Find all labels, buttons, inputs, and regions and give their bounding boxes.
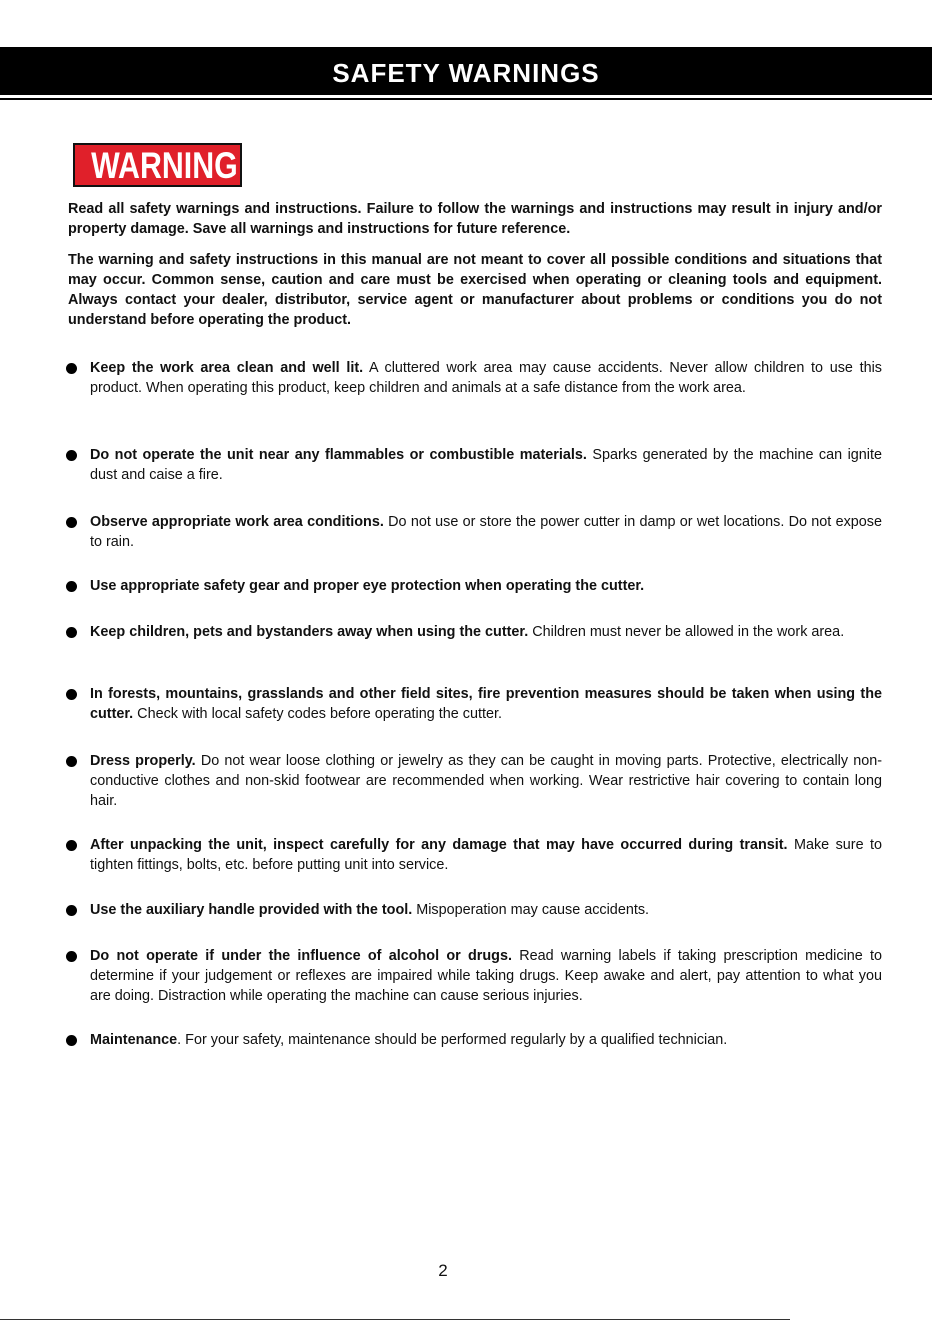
bullet-icon	[66, 450, 77, 461]
item-heading: In forests, mountains, grasslands and other field sites, fire prevention measures should be taken when using the cutter.	[90, 686, 882, 722]
item-heading: Observe appropriate work area conditions.	[90, 514, 384, 530]
item-heading: Keep children, pets and bystanders away when using the cutter.	[90, 624, 529, 640]
item-heading: Do not operate the unit near any flammables or combustible materials.	[90, 447, 587, 463]
item-text: Children must never be allowed in the work area.	[528, 624, 845, 640]
page-title: SAFETY WARNINGS	[332, 58, 600, 88]
item-text: Sparks generated by the machine can ignite dust and caise a fire.	[90, 447, 882, 483]
bullet-icon	[66, 627, 77, 638]
list-item	[90, 684, 882, 724]
list-item	[90, 512, 882, 552]
bullet-icon	[66, 756, 77, 767]
item-text: . For your safety, maintenance should be performed regularly by a qualified technician.	[177, 1032, 728, 1048]
list-item	[90, 445, 882, 485]
item-heading: Dress properly.	[90, 753, 196, 769]
bullet-icon	[66, 951, 77, 962]
item-text: Do not wear loose clothing or jewelry as they can be caught in moving parts. Protective, electrically non-conductive clothes and non-skid footwear are recommended when working. Wear restrictive hair covering to contain long hair.	[90, 753, 882, 809]
list-item	[90, 946, 882, 1006]
bullet-icon	[66, 840, 77, 851]
intro-paragraph: The warning and safety instructions in this manual are not meant to cover all possible conditions and situations that may occur. Common sense, caution and care must be exercised when operating or cleaning tools and equipment. Always contact your dealer, distributor, service agent or manufacturer about problems or conditions you do not understand before operating the product.	[68, 252, 882, 328]
warning-label: WARNING	[91, 145, 238, 186]
item-heading: Do not operate if under the influence of alcohol or drugs.	[90, 948, 512, 964]
list-item	[90, 1030, 882, 1050]
bullet-icon	[66, 581, 77, 592]
item-heading: Use appropriate safety gear and proper eye protection when operating the cutter.	[90, 578, 645, 594]
item-heading: Maintenance	[90, 1032, 178, 1048]
item-text: A cluttered work area may cause accidents. Never allow children to use this product. When operating this product, keep children and animals at a safe distance from the work area.	[90, 360, 882, 396]
item-heading: Use the auxiliary handle provided with the tool.	[90, 902, 413, 918]
item-text: Check with local safety codes before operating the cutter.	[133, 706, 502, 722]
intro-paragraph: Read all safety warnings and instructions. Failure to follow the warnings and instructions may result in injury and/or property damage. Save all warnings and instructions for future reference.	[68, 201, 882, 237]
list-item	[90, 900, 882, 920]
bullet-icon	[66, 905, 77, 916]
bullet-icon	[66, 517, 77, 528]
bullet-icon	[66, 689, 77, 700]
list-item	[90, 622, 882, 642]
item-text: Do not use or store the power cutter in damp or wet locations. Do not expose to rain.	[90, 514, 882, 550]
item-text: Make sure to tighten fittings, bolts, etc. before putting unit into service.	[90, 837, 882, 873]
page-number: 2	[438, 1261, 448, 1280]
bullet-icon	[66, 363, 77, 374]
list-item	[90, 751, 882, 811]
header-divider	[0, 98, 932, 100]
list-item	[90, 835, 882, 875]
item-text: Mispoperation may cause accidents.	[412, 902, 650, 918]
item-text: Read warning labels if taking prescription medicine to determine if your judgement or reflexes are impaired while taking drugs. Keep awake and alert, pay attention to what you are doing. Distraction while operating the machine can cause serious injuries.	[90, 948, 882, 1004]
item-heading: Keep the work area clean and well lit.	[90, 360, 364, 376]
footer-divider	[0, 1319, 790, 1320]
bullet-icon	[66, 1035, 77, 1046]
warning-badge	[73, 143, 242, 187]
item-heading: After unpacking the unit, inspect carefully for any damage that may have occurred during transit.	[90, 837, 788, 853]
list-item	[90, 358, 882, 398]
list-item	[90, 576, 882, 596]
